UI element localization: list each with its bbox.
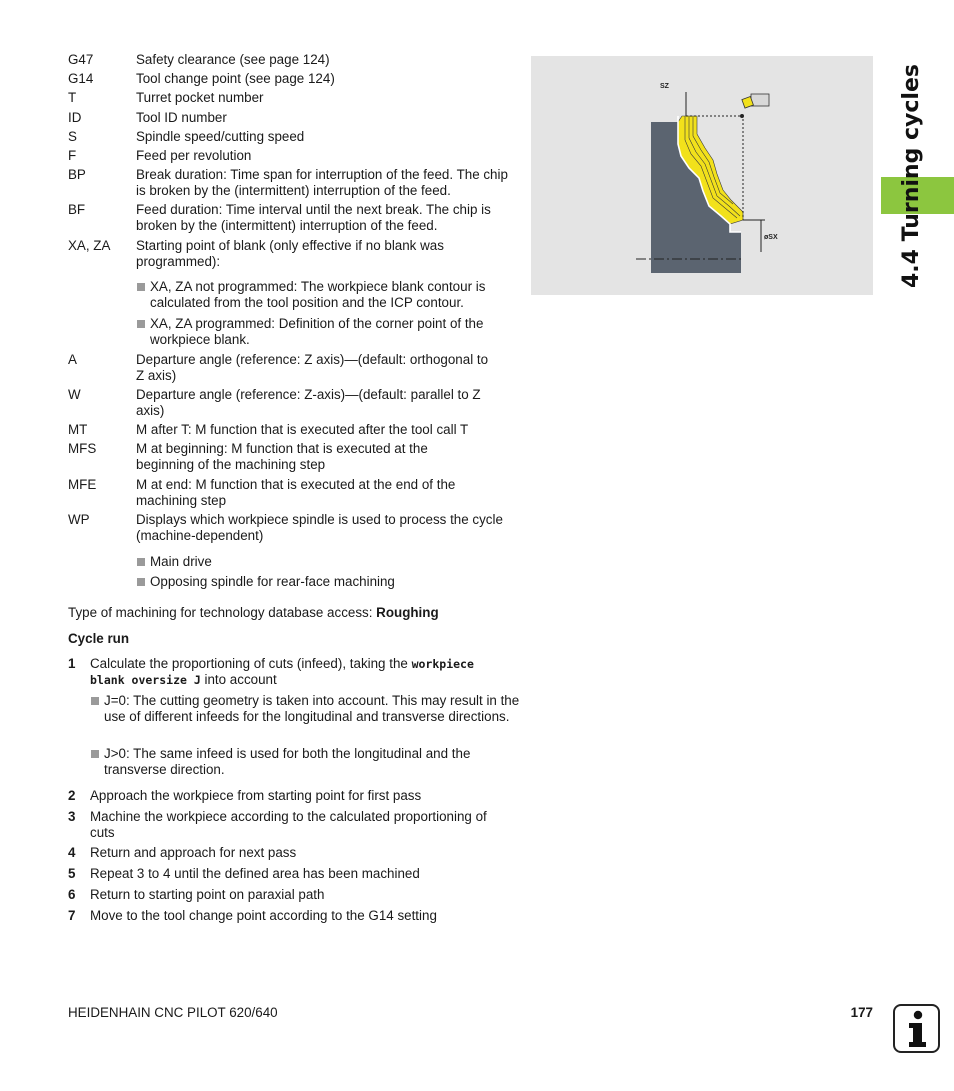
tool-holder — [751, 94, 769, 106]
sz-label: SZ — [660, 83, 669, 90]
param-desc: Departure angle (reference: Z axis)—(default: orthogonal to Z axis) — [136, 352, 489, 383]
start-point — [740, 114, 744, 118]
param-term: F — [68, 148, 77, 163]
bullet-square-icon — [137, 283, 145, 291]
param-term: G47 — [68, 52, 94, 67]
param-desc: Tool change point (see page 124) — [136, 71, 335, 86]
list-item: Main drive — [136, 554, 530, 570]
param-term: T — [68, 90, 77, 105]
param-desc: Feed per revolution — [136, 148, 252, 163]
param-term: S — [68, 129, 77, 144]
list-item: XA, ZA programmed: Definition of the corner point of the workpiece blank. — [136, 316, 530, 348]
param-term: MFS — [68, 441, 97, 456]
param-term: G14 — [68, 71, 94, 86]
param-term: W — [68, 387, 81, 402]
sx-label: øSX — [764, 234, 778, 241]
param-desc: M after T: M function that is executed after the tool call T — [136, 422, 469, 437]
list-item: XA, ZA not programmed: The workpiece blank contour is calculated from the tool position and the ICP contour. — [136, 279, 530, 311]
bullet-square-icon — [137, 558, 145, 566]
list-item: Opposing spindle for rear-face machining — [136, 574, 530, 590]
param-term: BF — [68, 202, 86, 217]
param-term: ID — [68, 110, 82, 125]
param-desc: Spindle speed/cutting speed — [136, 129, 305, 144]
turning-diagram — [531, 56, 873, 295]
info-icon — [893, 1004, 940, 1053]
footer-title: HEIDENHAIN CNC PILOT 620/640 — [68, 1005, 278, 1020]
param-desc: Safety clearance (see page 124) — [136, 52, 330, 67]
param-term: MFE — [68, 477, 97, 492]
section-heading: Cycle run — [68, 631, 130, 646]
param-desc: Turret pocket number — [136, 90, 264, 105]
list-item: J=0: The cutting geometry is taken into account. This may result in the use of different infeeds for the longitudinal and transverse directions. — [90, 693, 529, 725]
param-term: BP — [68, 167, 86, 182]
param-term: A — [68, 352, 77, 367]
cycle-figure — [531, 56, 873, 295]
param-desc: Feed duration: Time interval until the next break. The chip is broken by the (intermittent) interruption of the feed. — [136, 202, 491, 233]
param-desc: M at beginning: M function that is executed at the beginning of the machining step — [136, 441, 428, 472]
page-number: 177 — [850, 1005, 873, 1020]
info-icon-glyph — [895, 1006, 938, 1051]
param-desc: Displays which workpiece spindle is used to process the cycle (machine-dependent) — [136, 512, 503, 543]
param-desc: Break duration: Time span for interruption of the feed. The chip is broken by the (intermittent) interruption of the feed. — [136, 167, 508, 198]
bullet-square-icon — [137, 578, 145, 586]
bullet-square-icon — [91, 750, 99, 758]
list-item: J>0: The same infeed is used for both the longitudinal and the transverse direction. — [90, 746, 529, 778]
param-desc: Starting point of blank (only effective if no blank was programmed): — [136, 238, 444, 269]
param-desc: Tool ID number — [136, 110, 227, 125]
bullet-square-icon — [137, 320, 145, 328]
param-desc: Departure angle (reference: Z-axis)—(default: parallel to Z axis) — [136, 387, 481, 418]
param-term: XA, ZA — [68, 238, 111, 253]
param-desc: M at end: M function that is executed at the end of the machining step — [136, 477, 456, 508]
machining-type: Type of machining for technology database access: Roughing — [68, 605, 439, 620]
param-term: WP — [68, 512, 90, 527]
param-term: MT — [68, 422, 88, 437]
bullet-square-icon — [91, 697, 99, 705]
